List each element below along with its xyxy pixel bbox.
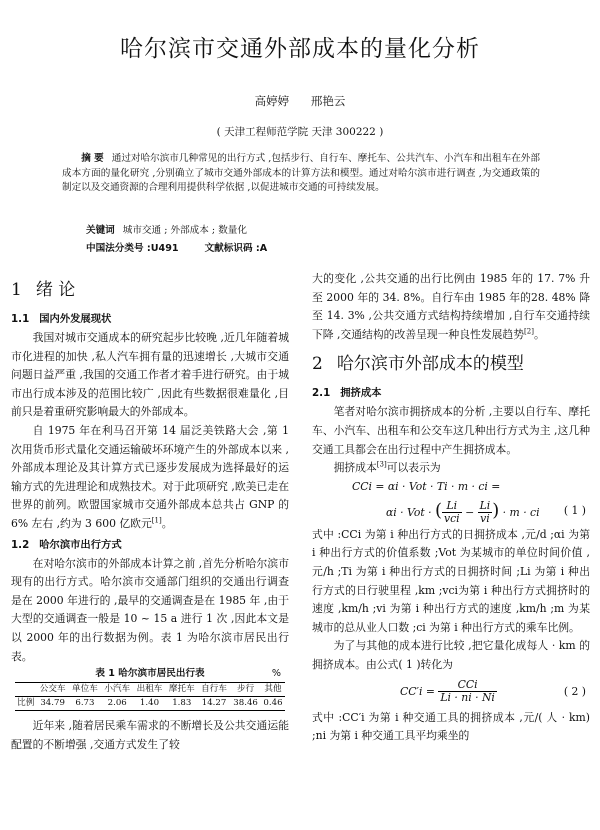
paragraph: 近年来 ,随着居民乘车需求的不断增长及公共交通运能配置的不断增强 ,交通方式发生了较 bbox=[11, 719, 289, 751]
section-2-heading: 2 哈尔滨市外部成本的模型 bbox=[312, 354, 524, 375]
table-header: 出租车 bbox=[133, 683, 165, 697]
doc-code-value: A bbox=[259, 243, 268, 254]
table-cell: 0.46 bbox=[261, 697, 285, 711]
table-header-row bbox=[15, 683, 285, 697]
keywords bbox=[86, 222, 247, 236]
resident-travel-table bbox=[15, 682, 285, 711]
paragraph: 笔者对哈尔滨市拥挤成本的分析 ,主要以自行车、摩托车、小汽车、出租车和公交车这几种出行方式为主 ,这几种交通工具都会在出行过程中产生拥挤成本。 bbox=[312, 405, 590, 456]
section-1-1-heading: 1.1 国内外发展现状 bbox=[11, 313, 112, 325]
citation: [3] bbox=[376, 460, 387, 469]
table-header: 其他 bbox=[261, 683, 285, 697]
table-cell: 14.27 bbox=[198, 697, 230, 711]
table-header: 步行 bbox=[230, 683, 261, 697]
paragraph: 拥挤成本[3]可以表示为 bbox=[333, 460, 441, 475]
author-1: 高婷婷 bbox=[254, 94, 290, 108]
table-header: 自行车 bbox=[198, 683, 230, 697]
classification: 中国法分类号 :U491 文献标识码 :A bbox=[86, 243, 268, 254]
table-cell: 6.73 bbox=[69, 697, 101, 711]
keywords-label: 关键词 bbox=[86, 225, 115, 236]
abstract-text: 通过对哈尔滨市几种常见的出行方式 ,包括步行、自行车、摩托车、公共汽车、小汽车和出租车在外部成本方面的量化研究 ,分别确立了城市交通外部成本的计算方法和模型。通过对哈尔滨市进行调查 ,为交通政策的制定以及交通资源的合理利用提供科学依据 ,以促进城市交通的可持续发展。 bbox=[62, 153, 540, 193]
abstract-label: 摘 要 bbox=[81, 153, 104, 164]
affiliation: ( 天津工程师范学院 天津 300222 ) bbox=[216, 126, 384, 138]
paper-title: 哈尔滨市交通外部成本的量化分析 bbox=[120, 36, 480, 62]
equation-1: CCi = αi · Vot · Ti · m · ci = bbox=[352, 479, 501, 493]
table-cell: 38.46 bbox=[230, 697, 261, 711]
section-2-1-heading: 2.1 拥挤成本 bbox=[312, 387, 382, 400]
table-header: 公交车 bbox=[37, 683, 69, 697]
section-1-heading: 1 绪 论 bbox=[11, 280, 76, 300]
clc-value: U491 bbox=[150, 243, 179, 254]
authors bbox=[0, 93, 600, 109]
equation-2: CC′i = $\frac{\text{CCi}}{Li \cdot ni \cdot Ni}$ ( 2 ) bbox=[312, 675, 590, 709]
right-column bbox=[312, 270, 590, 746]
table-cell: 1.40 bbox=[133, 697, 165, 711]
row-label: 比例 bbox=[15, 697, 37, 711]
table-header: 小汽车 bbox=[101, 683, 133, 697]
section-1-2-heading: 1.2 哈尔滨市出行方式 bbox=[11, 538, 122, 551]
doc-code-label: 文献标识码 bbox=[204, 243, 253, 254]
citation: [1] bbox=[151, 516, 162, 525]
paragraph: 大的变化 ,公共交通的出行比例由 1985 年的 17. 7% 升至 2000 年的 34. 8%。自行车由 1985 年的28. 48% 降至 14. 3% ,公共交通方式结构持续增加 ,自行车交通持续下降 ,交通结构的改善呈现一种良性发展趋势[2]。 bbox=[312, 272, 590, 341]
table-cell: 34.79 bbox=[37, 697, 69, 711]
paragraph: 为了与其他的成本进行比较 ,把它量化成每人 · km 的拥挤成本。由公式( 1 )转化为 bbox=[312, 639, 590, 671]
table-row bbox=[15, 697, 285, 711]
table-caption: 表 1 哈尔滨市居民出行表 % bbox=[11, 666, 289, 682]
table-cell: 2.06 bbox=[101, 697, 133, 711]
table-header: 单位车 bbox=[69, 683, 101, 697]
left-column bbox=[11, 270, 289, 754]
paragraph: 我国对城市交通成本的研究起步比较晚 ,近几年随着城市化进程的加快 ,私人汽车拥有量的迅速增长 ,大城市交通问题日益严重 ,我国的交通工作者才着手进行研究。由于城市出行成本涉及的范围比较广 ,因此有些数据很难量化 ,目前只是着重研究影响最大的外部成本。 bbox=[11, 331, 289, 419]
equation-number: ( 1 ) bbox=[563, 503, 586, 517]
paragraph: 自 1975 年在利马召开第 14 届泛美铁路大会 ,第 1 次用货币形式量化交通运输破坏环境产生的外部成本以来 ,外部成本理论及其计算方式已逐步发展成为选择最好的运输方式的先进理论和成熟技术。对于此项研究 ,欧美已走在世界的前列。欧盟国家城市交通外部成本总共占 GNP 的 6% 左右 ,约为 3 600 亿欧元[1]。 bbox=[11, 423, 289, 530]
table-header: 摩托车 bbox=[166, 683, 198, 697]
paragraph: 式中 :CC′i 为第 i 种交通工具的拥挤成本 ,元/( 人 · km) ;ni 为第 i 种交通工具平均乘坐的 bbox=[312, 710, 590, 743]
table-cell: 1.83 bbox=[166, 697, 198, 711]
paragraph: 在对哈尔滨市的外部成本计算之前 ,首先分析哈尔滨市现有的出行方式。哈尔滨市交通部门组织的交通出行调查是在 2000 年进行的 ,最早的交通调查是在 1985 年 ,由于大型的交通调查一般是 10 ~ 15 a 进行 1 次 ,因此本文是以 2000 年的出行数据为例。表 1 为哈尔滨市居民出行表。 bbox=[11, 556, 289, 663]
table-unit: % bbox=[271, 668, 281, 680]
abstract bbox=[62, 152, 540, 196]
keywords-text: 城市交通 ; 外部成本 ; 数量化 bbox=[122, 225, 247, 236]
equation-number: ( 2 ) bbox=[563, 684, 586, 698]
author-2: 邢艳云 bbox=[310, 94, 346, 108]
clc-label: 中国法分类号 bbox=[86, 243, 144, 254]
equation-1-line-2: αi · Vot · ( $\frac{Li}{\text{vci}}$ − $\frac{Li}{vi}$ ) · m · ci ( 1 ) bbox=[312, 496, 590, 526]
paragraph: 式中 :CCi 为第 i 种出行方式的日拥挤成本 ,元/d ;αi 为第 i 种出行方式的价值系数 ;Vot 为某城市的单位时间价值 ,元/h ;Ti 为第 i 种出行方式的日拥挤时间 ;Li 为第 i 种出行方式的日行驶里程 ,km ;vci为第 i 种出行方式拥挤时的速度 ,km/h ;vi 为第 i 种出行方式的速度 ,km/h ;m 为某城市的总从业人口数 ;ci 为第 i 种出行方式的乘车比例。 bbox=[312, 527, 590, 634]
citation: [2] bbox=[524, 327, 534, 336]
